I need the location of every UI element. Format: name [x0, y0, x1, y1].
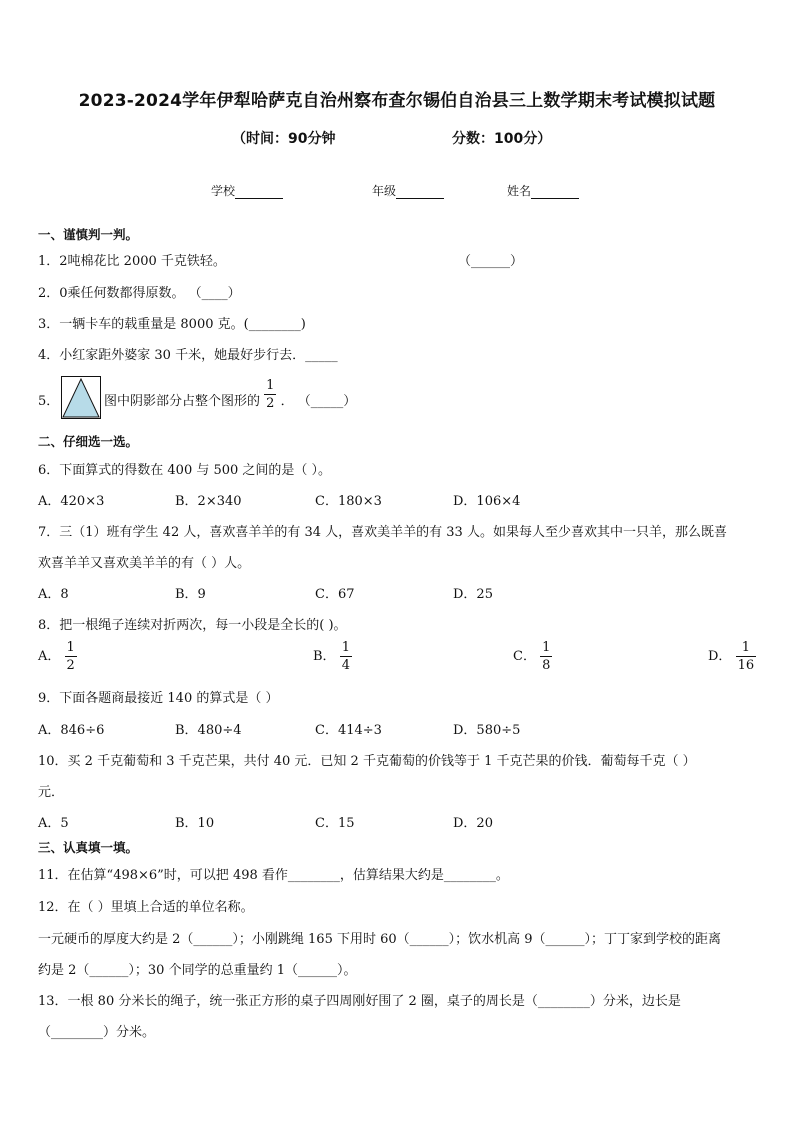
q8-option-b[interactable]: [313, 641, 352, 672]
fraction-bar: [264, 394, 276, 395]
fraction-denominator: 2: [66, 658, 75, 673]
fraction-numerator: 1: [66, 640, 75, 655]
q7-option-b[interactable]: B．9: [175, 587, 206, 602]
question-3: 3．一辆卡车的载重量是 8000 克。(________): [38, 317, 306, 332]
question-9: 9．下面各题商最接近 140 的算式是（ ）: [38, 691, 279, 706]
q8-option-b-fraction: [340, 641, 352, 672]
grade-label: 年级: [372, 184, 397, 198]
question-7-line-1: 7．三（1）班有学生 42 人，喜欢喜羊羊的有 34 人，喜欢美羊羊的有 33 人。如果每人至少喜欢其中一只羊，那么既喜: [38, 525, 727, 540]
q6-option-a[interactable]: A．420×3: [38, 494, 105, 509]
question-5-body: 图中阴影部分占整个图形的: [104, 394, 261, 409]
section-3-heading: 三、认真填一填。: [38, 840, 139, 855]
q8-option-a[interactable]: [38, 641, 77, 672]
name-field: [507, 182, 579, 199]
grade-blank[interactable]: [396, 186, 444, 199]
q8-option-d[interactable]: [708, 641, 756, 672]
q8-option-a-label: A．: [38, 649, 61, 664]
question-12-line-3: 约是 2（______）；30 个同学的总重量约 1（______）。: [38, 963, 357, 978]
q8-option-d-fraction: [736, 641, 757, 672]
q9-option-d[interactable]: D．580÷5: [453, 723, 521, 738]
q9-option-c[interactable]: C．414÷3: [315, 723, 382, 738]
fraction-denominator: 16: [737, 658, 755, 673]
q10-option-a[interactable]: A．5: [38, 816, 69, 831]
question-10-line-1: 10．买 2 千克葡萄和 3 千克芒果，共付 40 元．已知 2 千克葡萄的价钱等于 1 千克芒果的价钱．葡萄每千克（ ）: [38, 754, 696, 769]
question-5-text: [104, 378, 357, 411]
school-blank[interactable]: [235, 186, 283, 199]
fraction-bar: [736, 656, 757, 657]
exam-meta: [232, 128, 632, 148]
q6-option-c[interactable]: C．180×3: [315, 494, 382, 509]
q9-option-b[interactable]: B．480÷4: [175, 723, 242, 738]
grade-field: [372, 182, 444, 199]
question-12: 12．在（ ）里填上合适的单位名称。: [38, 900, 254, 915]
q6-option-b[interactable]: B．2×340: [175, 494, 242, 509]
page-title: 2023-2024学年伊犁哈萨克自治州察布查尔锡伯自治县三上数学期末考试模拟试题: [78, 91, 716, 111]
fraction-bar: [65, 656, 77, 657]
question-2: 2．0乘任何数都得原数。 （____）: [38, 286, 241, 301]
question-6: 6．下面算式的得数在 400 与 500 之间的是（ ）。: [38, 463, 332, 478]
q9-option-a[interactable]: A．846÷6: [38, 723, 105, 738]
q10-option-b[interactable]: B．10: [175, 816, 215, 831]
fraction-numerator: 1: [266, 378, 275, 393]
q8-option-d-label: D．: [708, 649, 732, 664]
q7-option-d[interactable]: D．25: [453, 587, 493, 602]
school-label: 学校: [211, 184, 236, 198]
question-5-number: 5．: [38, 394, 60, 409]
exam-time: （时间：90分钟: [232, 131, 336, 147]
question-5-fraction: [264, 379, 276, 410]
name-blank[interactable]: [531, 186, 579, 199]
q6-option-d[interactable]: D．106×4: [453, 494, 521, 509]
school-field: [211, 182, 283, 199]
q8-option-c-fraction: [540, 641, 552, 672]
exam-score: 分数：100分）: [452, 131, 552, 147]
q8-option-c-label: C．: [513, 649, 536, 664]
question-12-line-2: 一元硬币的厚度大约是 2（______）；小刚跳绳 165 下用时 60（______）；饮水机高 9（______）；丁丁家到学校的距离: [38, 932, 722, 947]
fraction-numerator: 1: [542, 640, 551, 655]
question-13-line-1: 13．一根 80 分米长的绳子，统一张正方形的桌子四周刚好围了 2 圈，桌子的周长是（________）分米，边长是: [38, 994, 681, 1009]
question-7-line-2: 欢喜羊羊又喜欢美羊羊的有（ ）人。: [38, 556, 251, 571]
question-5-tail: ． （_____）: [280, 394, 357, 409]
q8-option-a-fraction: [65, 641, 77, 672]
q7-option-a[interactable]: A．8: [38, 587, 69, 602]
name-label: 姓名: [507, 184, 532, 198]
fraction-bar: [340, 656, 352, 657]
question-10-line-2: 元．: [38, 785, 65, 800]
shaded-triangle-icon: [62, 377, 100, 418]
section-1-heading: 一、谨慎判一判。: [38, 227, 139, 242]
triangle-figure: [61, 376, 101, 419]
fraction-denominator: 2: [266, 396, 275, 411]
question-4: 4．小红家距外婆家 30 千米，她最好步行去．_____: [38, 348, 338, 363]
fraction-denominator: 4: [341, 658, 350, 673]
question-8: 8．把一根绳子连续对折两次，每一小段是全长的( )。: [38, 618, 347, 633]
fraction-bar: [540, 656, 552, 657]
q8-option-b-label: B．: [313, 649, 336, 664]
fraction-denominator: 8: [542, 658, 551, 673]
fraction-numerator: 1: [741, 640, 750, 655]
q10-option-d[interactable]: D．20: [453, 816, 493, 831]
question-1: 1．2吨棉花比 2000 千克铁轻。: [38, 254, 226, 269]
question-1-blank[interactable]: （______）: [458, 254, 524, 269]
q10-option-c[interactable]: C．15: [315, 816, 355, 831]
q7-option-c[interactable]: C．67: [315, 587, 355, 602]
question-11: 11．在估算“498×6”时，可以把 498 看作________，估算结果大约是________。: [38, 868, 509, 883]
fraction-numerator: 1: [341, 640, 350, 655]
section-2-heading: 二、仔细选一选。: [38, 434, 139, 449]
q8-option-c[interactable]: [513, 641, 552, 672]
question-13-line-2: （________）分米。: [38, 1025, 156, 1040]
